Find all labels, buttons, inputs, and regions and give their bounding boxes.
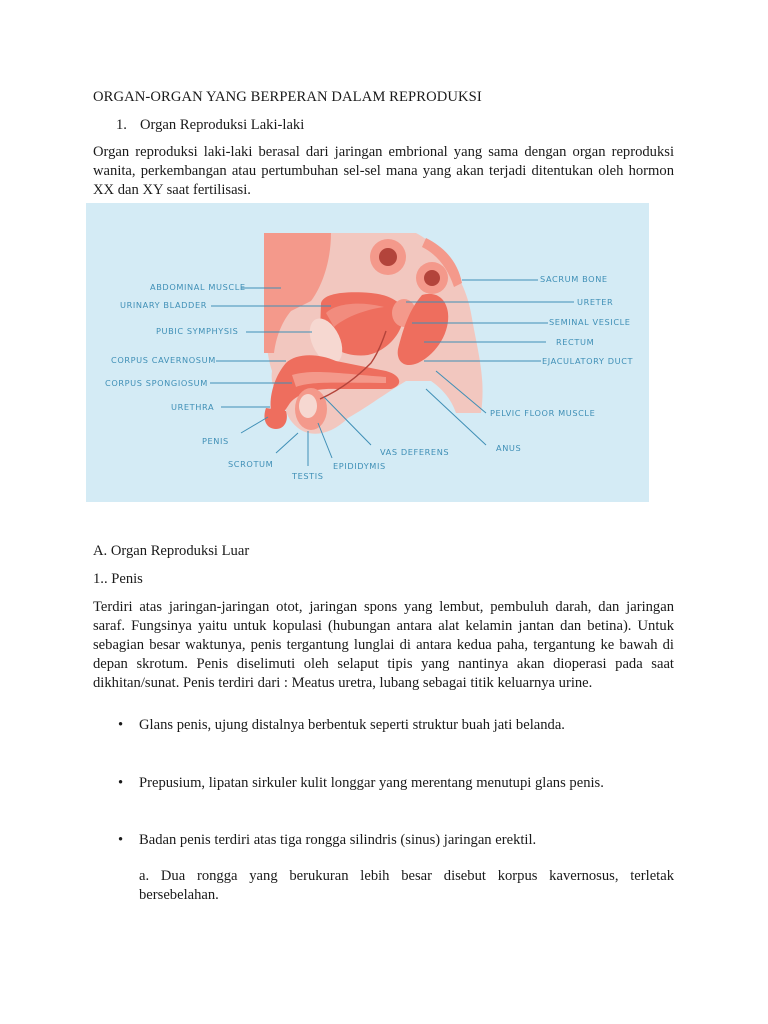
label-pelvic-floor-muscle: PELVIC FLOOR MUSCLE [490, 408, 596, 418]
sacrum-inner [424, 270, 440, 286]
male-reproductive-anatomy-figure [86, 203, 649, 502]
label-testis: TESTIS [292, 471, 324, 481]
list-item-text: Organ Reproduksi Laki-laki [140, 117, 305, 133]
label-anus: ANUS [496, 443, 522, 453]
label-scrotum: SCROTUM [228, 459, 274, 469]
label-ejaculatory-duct: EJACULATORY DUCT [542, 356, 634, 366]
penis-paragraph: Terdiri atas jaringan-jaringan otot, jaringan spons yang lembut, pembuluh darah, dan jaringan saraf. Fungsinya yaitu untuk kopulasi (hubungan antara alat kelamin jantan dan betina). Untuk sebagian besar waktunya, penis tergantung lunglai di antara kedua paha, tergantung ke bawah di depan skrotum. Penis diselimuti oleh selaput tipis yang nantinya akan dioperasi pada saat dikhitan/sunat. Penis terdiri dari : Meatus uretra, lubang sebagai titik keluarnya urine. [93, 599, 674, 691]
bullet-dot-icon: • [118, 775, 124, 791]
epididymis [299, 394, 317, 418]
bullet-text: Badan penis terdiri atas tiga rongga silindris (sinus) jaringan erektil. [139, 832, 537, 848]
numbered-list-item [116, 116, 304, 135]
list-number: 1. [116, 117, 127, 133]
document-title: ORGAN-ORGAN YANG BERPERAN DALAM REPRODUKSI [93, 89, 482, 105]
subsection-heading-penis: 1.. Penis [93, 571, 143, 587]
intro-paragraph: Organ reproduksi laki-laki berasal dari jaringan embrional yang sama dengan organ reproduksi wanita, perkembangan atau pertumbuhan sel-sel mana yang akan terjadi ditentukan oleh hormon XX dan XY saat fertilisasi. [93, 144, 674, 198]
label-sacrum-bone: SACRUM BONE [540, 274, 608, 284]
bullet-text: Glans penis, ujung distalnya berbentuk seperti struktur buah jati belanda. [139, 717, 565, 733]
vertebra-inner [379, 248, 397, 266]
label-corpus-cavernosum: CORPUS CAVERNOSUM [111, 355, 216, 365]
label-urethra: URETHRA [171, 402, 215, 412]
bullet-text: Prepusium, lipatan sirkuler kulit longgar yang merentang menutupi glans penis. [139, 775, 604, 791]
label-vas-deferens: VAS DEFERENS [380, 447, 450, 457]
label-corpus-spongiosum: CORPUS SPONGIOSUM [105, 378, 208, 388]
label-penis: PENIS [202, 436, 229, 446]
label-urinary-bladder: URINARY BLADDER [120, 300, 208, 310]
label-pubic-symphysis: PUBIC SYMPHYSIS [156, 326, 239, 336]
label-ureter: URETER [577, 297, 614, 307]
bullet-dot-icon: • [118, 832, 124, 848]
label-abdominal-muscle: ABDOMINAL MUSCLE [150, 282, 246, 292]
label-epididymis: EPIDIDYMIS [333, 461, 386, 471]
label-rectum: RECTUM [556, 337, 595, 347]
bullet-dot-icon: • [118, 717, 124, 733]
sub-item-a: a. Dua rongga yang berukuran lebih besar disebut korpus kavernosus, terletak bersebelahan. [139, 868, 674, 903]
label-seminal-vesicle: SEMINAL VESICLE [549, 317, 631, 327]
section-heading-a: A. Organ Reproduksi Luar [93, 543, 250, 559]
